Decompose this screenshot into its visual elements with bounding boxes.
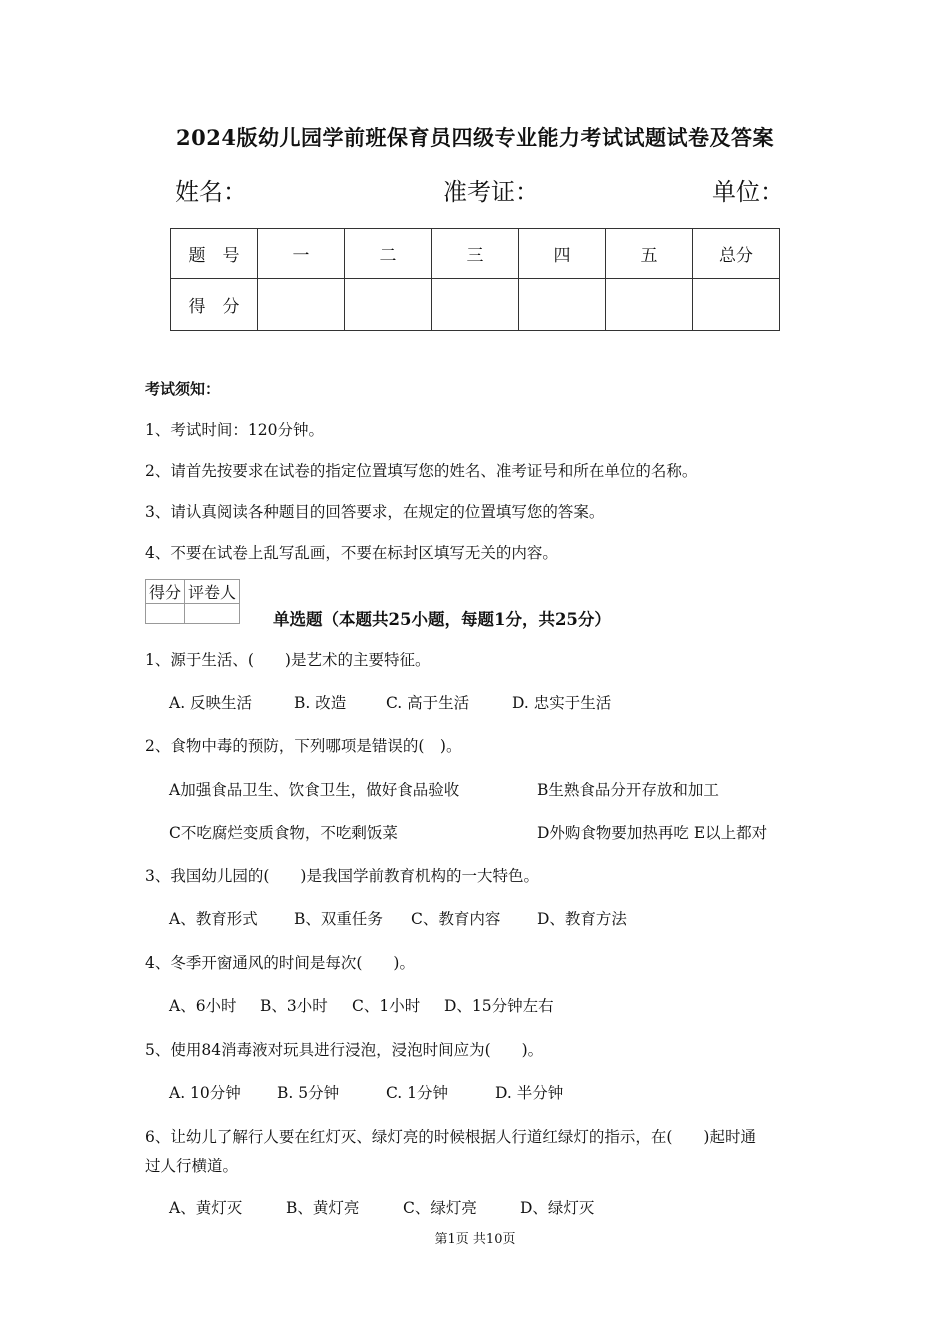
question-option: C. 1分钟	[386, 1084, 449, 1102]
question-stem-continuation: 过人行横道。	[145, 1157, 239, 1175]
question-option: C、绿灯亮	[403, 1199, 477, 1217]
header-cell-question-no: 题 号	[171, 229, 258, 279]
question-option: B、3小时	[260, 997, 328, 1015]
score-cell-4	[519, 279, 606, 331]
grader-score-label: 得分	[146, 580, 185, 604]
score-cell-total	[693, 279, 780, 331]
question-option: A、6小时	[169, 997, 237, 1015]
question-stem: 6、让幼儿了解行人要在红灯灭、绿灯亮的时候根据人行道红绿灯的指示，在( )起时通	[145, 1128, 756, 1146]
question-option: A、黄灯灭	[169, 1199, 243, 1217]
exam-id-field-label: 准考证：	[443, 178, 539, 206]
header-cell-1: 一	[258, 229, 345, 279]
question-option: D. 忠实于生活	[512, 694, 612, 712]
question-option: A. 反映生活	[169, 694, 253, 712]
header-cell-5: 五	[606, 229, 693, 279]
name-field-label: 姓名：	[175, 178, 247, 206]
score-cell-3	[432, 279, 519, 331]
notice-item: 3、请认真阅读各种题目的回答要求，在规定的位置填写您的答案。	[145, 503, 605, 521]
question-option: B、黄灯亮	[286, 1199, 360, 1217]
notice-item: 2、请首先按要求在试卷的指定位置填写您的姓名、准考证号和所在单位的名称。	[145, 462, 698, 480]
question-option: D、15分钟左右	[444, 997, 554, 1015]
score-cell-2	[345, 279, 432, 331]
page-footer: 第1页 共10页	[434, 1232, 516, 1247]
question-option: D、绿灯灭	[520, 1199, 595, 1217]
question-option: C不吃腐烂变质食物，不吃剩饭菜	[169, 824, 398, 842]
grader-header-row	[146, 580, 240, 604]
question-option: D外购食物要加热再吃 E以上都对	[537, 824, 768, 842]
score-cell-5	[606, 279, 693, 331]
score-table-header-row	[171, 229, 780, 279]
question-stem: 4、冬季开窗通风的时间是每次( )。	[145, 954, 415, 972]
header-cell-2: 二	[345, 229, 432, 279]
question-option: A、教育形式	[169, 910, 258, 928]
question-option: D. 半分钟	[495, 1084, 564, 1102]
score-row-label: 得 分	[171, 279, 258, 331]
question-option: A. 10分钟	[169, 1084, 241, 1102]
grader-box	[145, 579, 240, 624]
question-option: C、1小时	[352, 997, 421, 1015]
header-cell-3: 三	[432, 229, 519, 279]
notice-heading: 考试须知：	[145, 380, 221, 398]
question-option: D、教育方法	[537, 910, 627, 928]
question-option: B. 5分钟	[277, 1084, 340, 1102]
grader-reviewer-cell	[185, 604, 240, 624]
score-cell-1	[258, 279, 345, 331]
header-cell-4: 四	[519, 229, 606, 279]
grader-score-cell	[146, 604, 185, 624]
document-title: 2024版幼儿园学前班保育员四级专业能力考试试题试卷及答案	[176, 125, 774, 150]
question-option: A加强食品卫生、饮食卫生，做好食品验收	[169, 781, 460, 799]
grader-blank-row	[146, 604, 240, 624]
question-option: B. 改造	[294, 694, 347, 712]
section-heading: 单选题（本题共25小题，每题1分，共25分）	[273, 610, 611, 629]
question-stem: 2、食物中毒的预防，下列哪项是错误的( )。	[145, 737, 462, 755]
score-table	[170, 228, 780, 331]
question-option: C、教育内容	[411, 910, 501, 928]
unit-field-label: 单位：	[712, 178, 784, 206]
question-option: B、双重任务	[294, 910, 383, 928]
header-cell-total: 总分	[693, 229, 780, 279]
score-table-score-row	[171, 279, 780, 331]
question-stem: 3、我国幼儿园的( )是我国学前教育机构的一大特色。	[145, 867, 539, 885]
notice-item: 1、考试时间：120分钟。	[145, 421, 324, 439]
notice-item: 4、不要在试卷上乱写乱画，不要在标封区填写无关的内容。	[145, 544, 558, 562]
question-stem: 1、源于生活、( )是艺术的主要特征。	[145, 651, 431, 669]
question-option: C. 高于生活	[386, 694, 470, 712]
grader-reviewer-label: 评卷人	[185, 580, 240, 604]
question-option: B生熟食品分开存放和加工	[537, 781, 719, 799]
question-stem: 5、使用84消毒液对玩具进行浸泡，浸泡时间应为( )。	[145, 1041, 544, 1059]
